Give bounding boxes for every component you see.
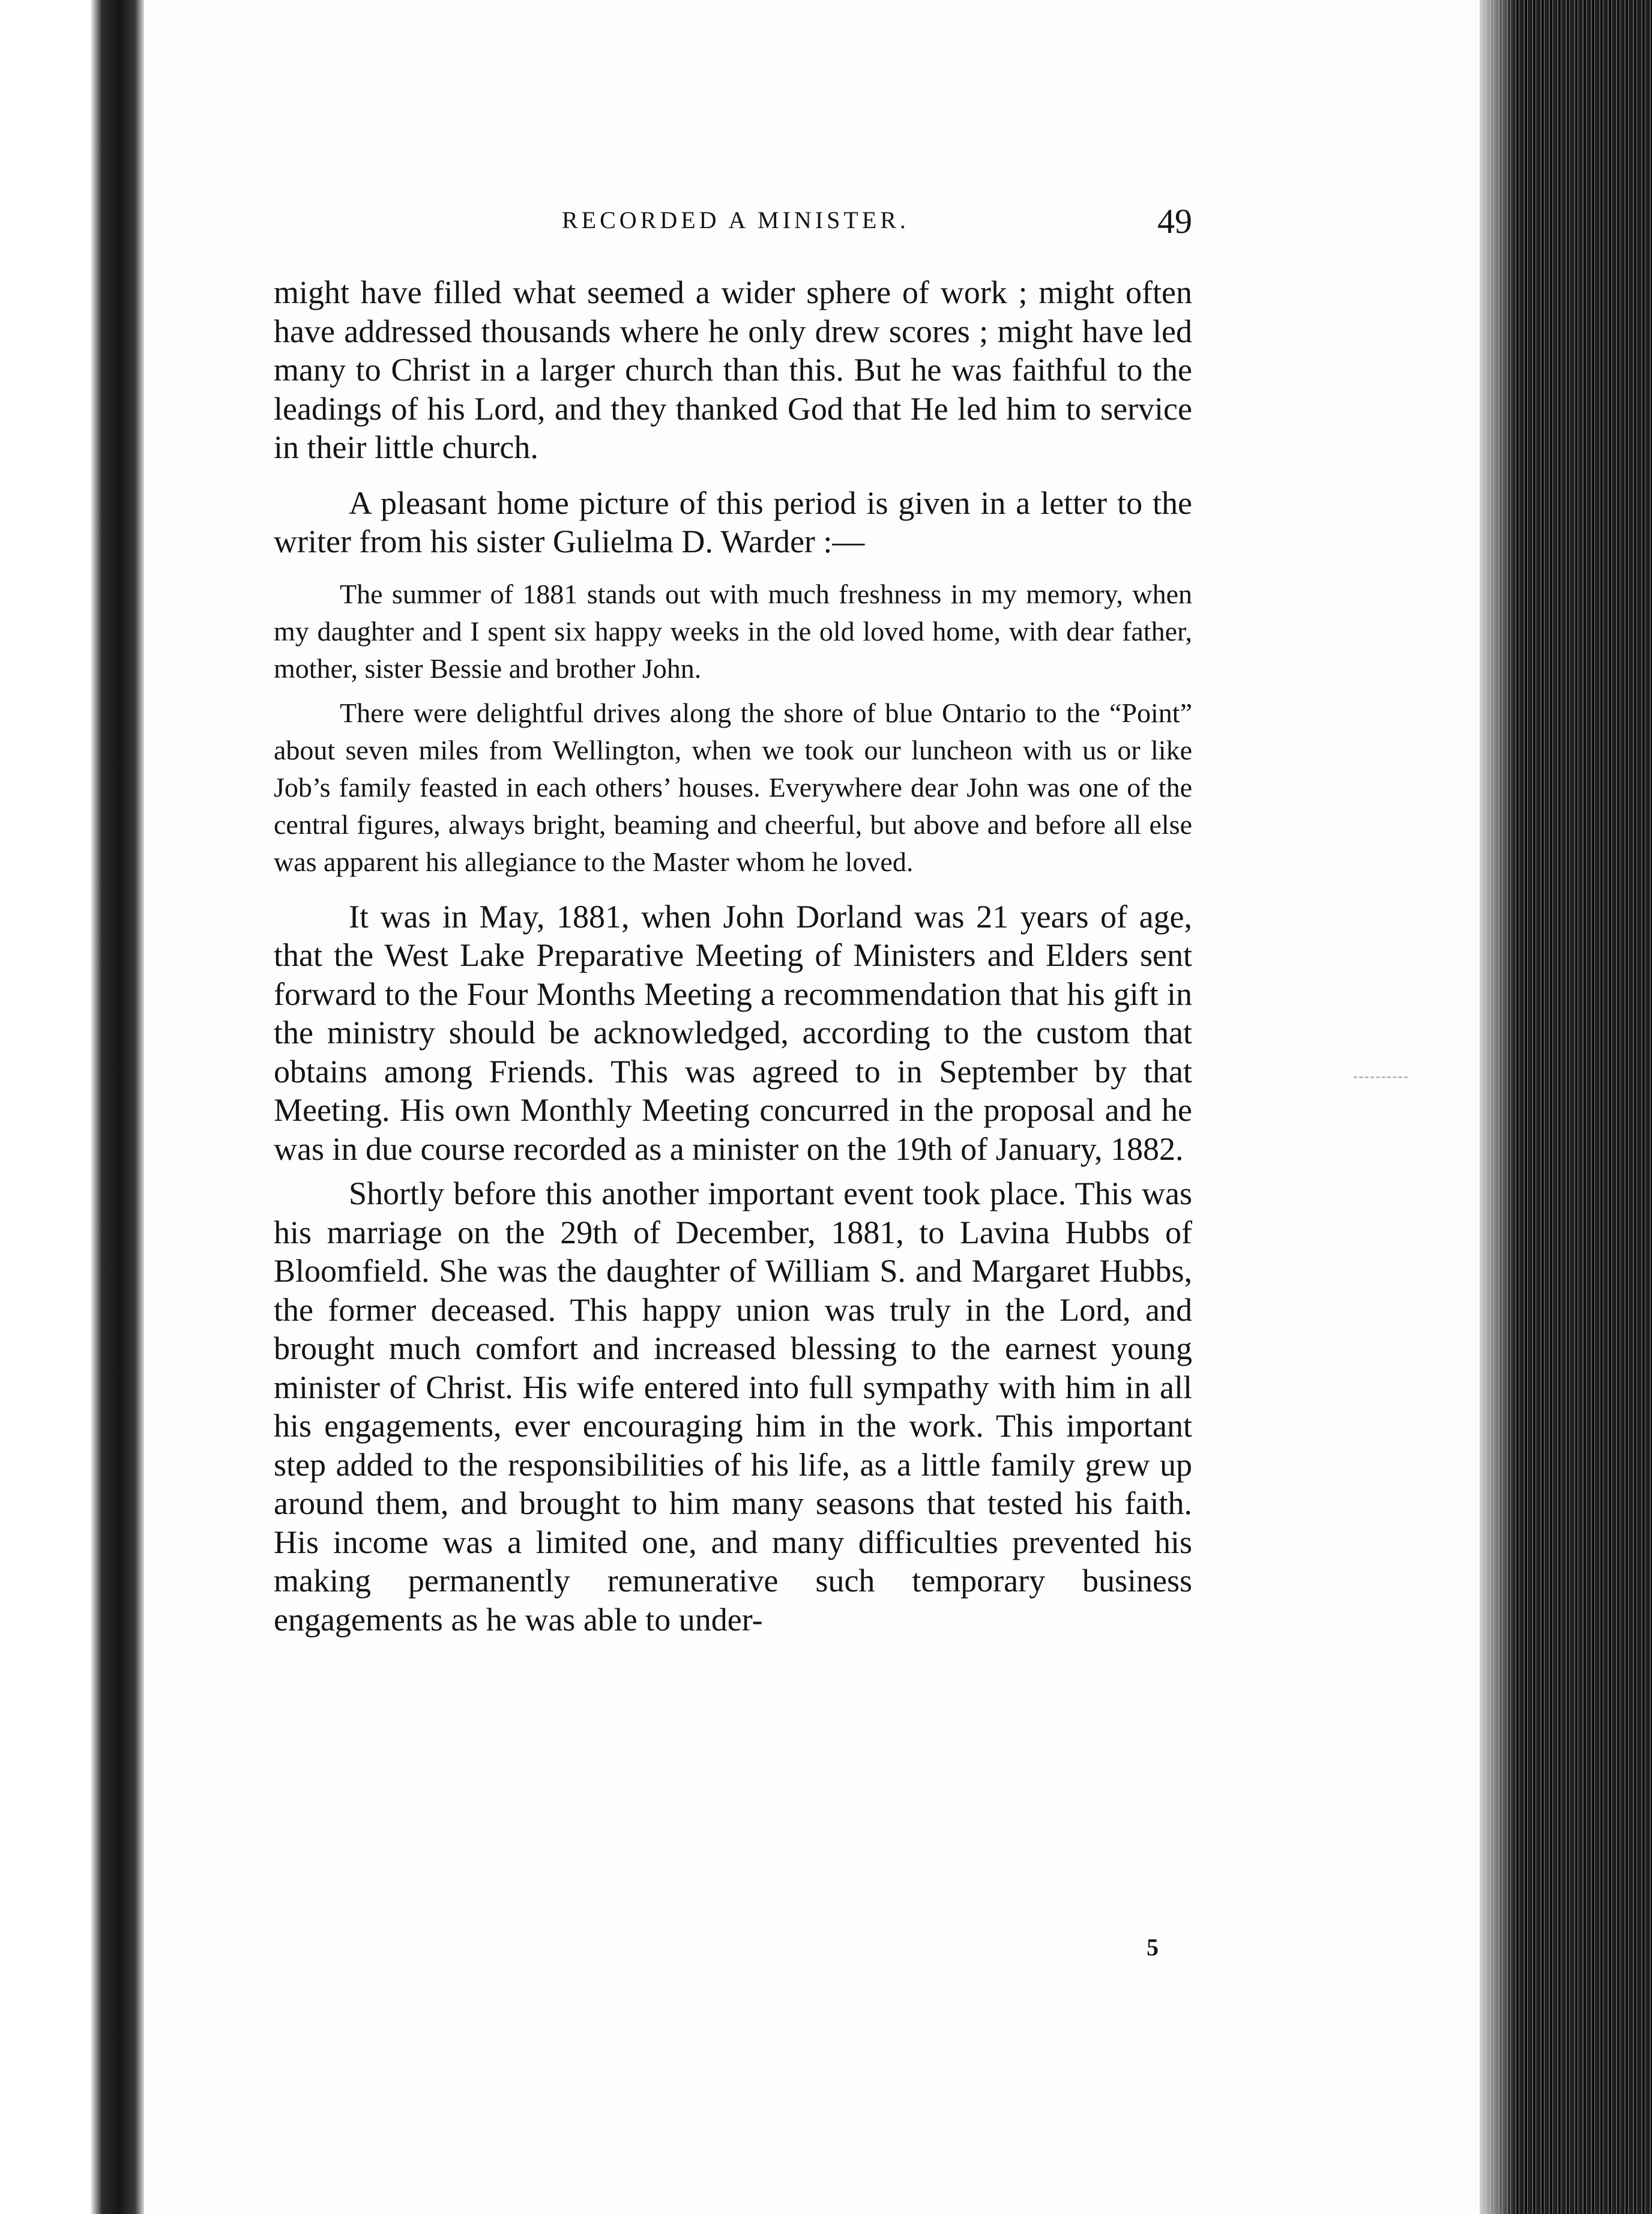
page-body [274,273,1192,1639]
paragraph-marriage: Shortly before this another important event took place. This was his marriage on the 29th of December, 1881, to Lavina Hubbs of Bloomfield. She was the daughter of William S. and Margaret Hubbs, the former deceased. This happy union was truly in the Lord, and brought much comfort and increased blessing to the earnest young minister of Christ. His wife entered into full sympathy with him in all his engagements, ever encouraging him in the work. This important step added to the responsibilities of his life, as a little family grew up around them, and brought to him many seasons that tested his faith. His income was a limited one, and many difficulties prevented his making permanently remunerative such temporary business engagements as he was able to under- [274,1175,1192,1638]
page-header [274,201,1192,243]
paragraph-intro-letter: A pleasant home picture of this period is given in a letter to the writer from his sister Gulielma D. Warder :— [274,484,1192,560]
page-number: 49 [1157,202,1192,241]
quoted-letter-paragraph: The summer of 1881 stands out with much freshness in my memory, when my daughter and I spent six happy weeks in the old loved home, with dear father, mother, sister Bessie and brother John. [274,578,1192,684]
faint-mark [1354,1076,1408,1078]
running-head: RECORDED A MINISTER. [562,207,909,234]
paragraph-recorded-minister: It was in May, 1881, when John Dorland was 21 years of age, that the West Lake Preparative Meeting of Ministers and Elders sent forward to the Four Months Meeting a recommendation that his gift in the ministry should be acknowledged, according to the custom that obtains among Friends. This was agreed to in September by that Meeting. His own Monthly Meeting concurred in the proposal and he was in due course recorded as a minister on the 19th of January, 1882. [274,898,1192,1167]
signature-mark: 5 [1147,1934,1159,1961]
paragraph-continuation: might have filled what seemed a wider sphere of work ; might often have addressed thousands where he only drew scores ; might have led many to Christ in a larger church than this. But he was faithful to the leadings of his Lord, and they thanked God that He led him to service in their little church. [274,274,1192,465]
quoted-letter-paragraph: There were delightful drives along the shore of blue Ontario to the “Point” about seven miles from Wellington, when we took our luncheon with us or like Job’s family feasted in each others’ houses. Everywhere dear John was one of the central figures, always bright, beaming and cheerful, but above and before all else was apparent his allegiance to the Master whom he loved. [274,697,1192,877]
book-gutter-edge [0,0,144,2214]
fore-edge-shadow [1480,0,1516,2214]
